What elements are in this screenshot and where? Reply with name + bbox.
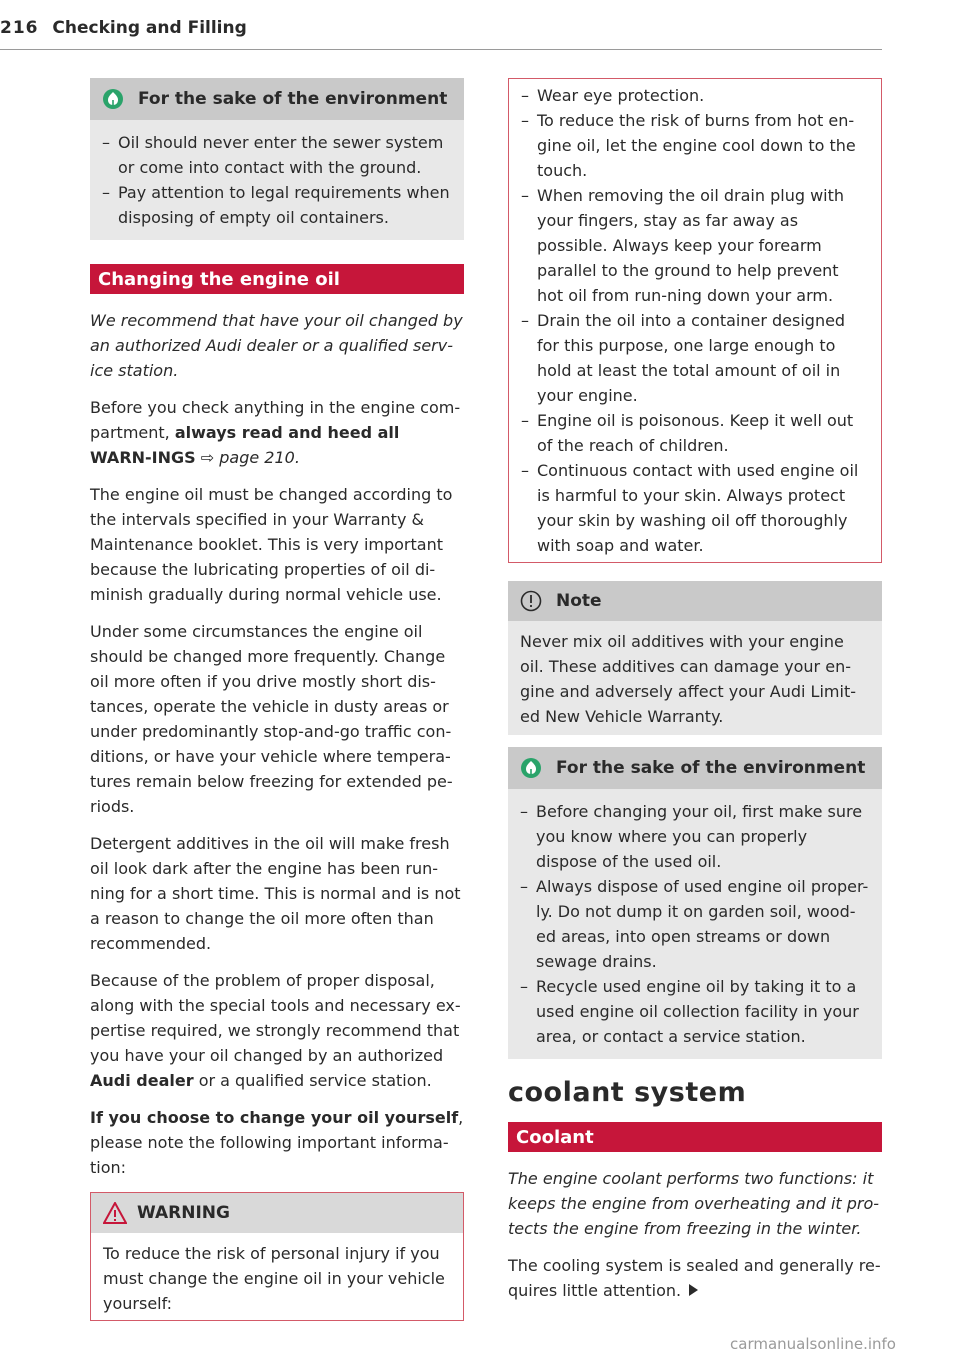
list-item: – When removing the oil drain plug with your fingers, stay as far away as possible. Always keep your forearm parallel to the ground to help prevent hot oil from run-ning down your arm. xyxy=(521,186,845,305)
environment-icon xyxy=(102,88,124,110)
paragraph: Detergent additives in the oil will make fresh oil look dark after the engine has been run-ning for a short time. This is normal and is not a reason to change the oil more often than recommended. xyxy=(90,834,461,953)
warning-list xyxy=(521,83,869,558)
note-box xyxy=(508,581,882,735)
warning-triangle-icon xyxy=(103,1202,127,1224)
paragraph: If you choose to change your oil yourself, please note the following important informa-tion: xyxy=(90,1108,464,1177)
chapter-heading: coolant system xyxy=(508,1077,747,1108)
paragraph: Because of the problem of proper disposal, along with the special tools and necessary ex-pertise required, we strongly recommend that you have your oil changed by an authorized Audi dealer or a qualified service station. xyxy=(90,971,461,1090)
list-item: – Wear eye protection. xyxy=(521,86,705,105)
paragraph: The cooling system is sealed and generally re-quires little attention. xyxy=(508,1256,881,1300)
environment-list xyxy=(508,789,882,1059)
right-column xyxy=(508,78,882,1315)
environment-box-header xyxy=(508,747,882,789)
page-reference-link[interactable]: ⇨ page 210. xyxy=(195,448,300,467)
paragraph: Under some circumstances the engine oil should be changed more frequently. Change oil more often if you drive mostly short dis-tances, operate the vehicle in dusty areas or under predominantly stop-and-go traffic con-ditions, or have your vehicle where tempera-tures remain below freezing for extended pe-riods. xyxy=(90,622,453,816)
environment-box-header xyxy=(90,78,464,120)
environment-box xyxy=(90,78,464,240)
warning-box xyxy=(90,1192,464,1321)
note-box-header xyxy=(508,581,882,621)
page-number: 216 xyxy=(0,18,39,38)
note-icon xyxy=(520,590,542,612)
section-heading: Changing the engine oil xyxy=(90,264,464,294)
watermark: carmanualsonline.info xyxy=(730,1335,896,1353)
section-intro: The engine coolant performs two functions: it keeps the engine from overheating and it pro-tects the engine from freezing in the winter. xyxy=(508,1169,880,1238)
list-item: – Recycle used engine oil by taking it to a used engine oil collection facility in your area, or contact a service station. xyxy=(520,977,859,1046)
note-title: Note xyxy=(556,591,602,611)
warning-box-header xyxy=(91,1193,463,1233)
left-column xyxy=(90,78,464,1321)
warning-text: To reduce the risk of personal injury if you must change the engine oil in your vehicle yourself: xyxy=(103,1244,445,1313)
list-item: – Always dispose of used engine oil proper-ly. Do not dump it on garden soil, wood-ed areas, into open streams or down sewage drains. xyxy=(520,877,869,971)
section-heading: Coolant xyxy=(508,1122,882,1152)
list-item: – Continuous contact with used engine oil is harmful to your skin. Always protect your skin by washing oil off thoroughly with soap and water. xyxy=(521,461,859,555)
warning-continued-box xyxy=(508,78,882,563)
environment-list xyxy=(90,120,464,240)
environment-icon xyxy=(520,757,542,779)
environment-box xyxy=(508,747,882,1059)
note-text: Never mix oil additives with your engine oil. These additives can damage your en-gine and adversely affect your Audi Limit-ed New Vehicle Warranty. xyxy=(520,632,856,726)
continue-arrow-icon xyxy=(689,1284,698,1296)
list-item: – Drain the oil into a container designed for this purpose, one large enough to hold at least the total amount of oil in your engine. xyxy=(521,311,846,405)
list-item: – Engine oil is poisonous. Keep it well out of the reach of children. xyxy=(521,411,854,455)
section-title: Checking and Filling xyxy=(52,18,247,38)
header-divider xyxy=(0,49,882,50)
warning-title: WARNING xyxy=(137,1203,230,1223)
environment-box-title: For the sake of the environment xyxy=(138,89,448,109)
list-item: – To reduce the risk of burns from hot en-gine oil, let the engine cool down to the touch. xyxy=(521,111,856,180)
list-item: – Before changing your oil, first make sure you know where you can properly dispose of the used oil. xyxy=(520,802,863,871)
environment-box-title: For the sake of the environment xyxy=(556,758,866,778)
section-intro: We recommend that have your oil changed by an authorized Audi dealer or a qualified serv-ice station. xyxy=(90,311,463,380)
list-item: – Oil should never enter the sewer system or come into contact with the ground. xyxy=(102,133,444,177)
paragraph: The engine oil must be changed according to the intervals specified in your Warranty & Maintenance booklet. This is very important because the lubricating properties of oil di-minish gradually during normal vehicle use. xyxy=(90,485,453,604)
page-header xyxy=(0,18,880,38)
list-item: – Pay attention to legal requirements when disposing of empty oil containers. xyxy=(102,183,450,227)
paragraph: Before you check anything in the engine com-partment, always read and heed all WARN-INGS ⇨ page 210. xyxy=(90,398,461,467)
